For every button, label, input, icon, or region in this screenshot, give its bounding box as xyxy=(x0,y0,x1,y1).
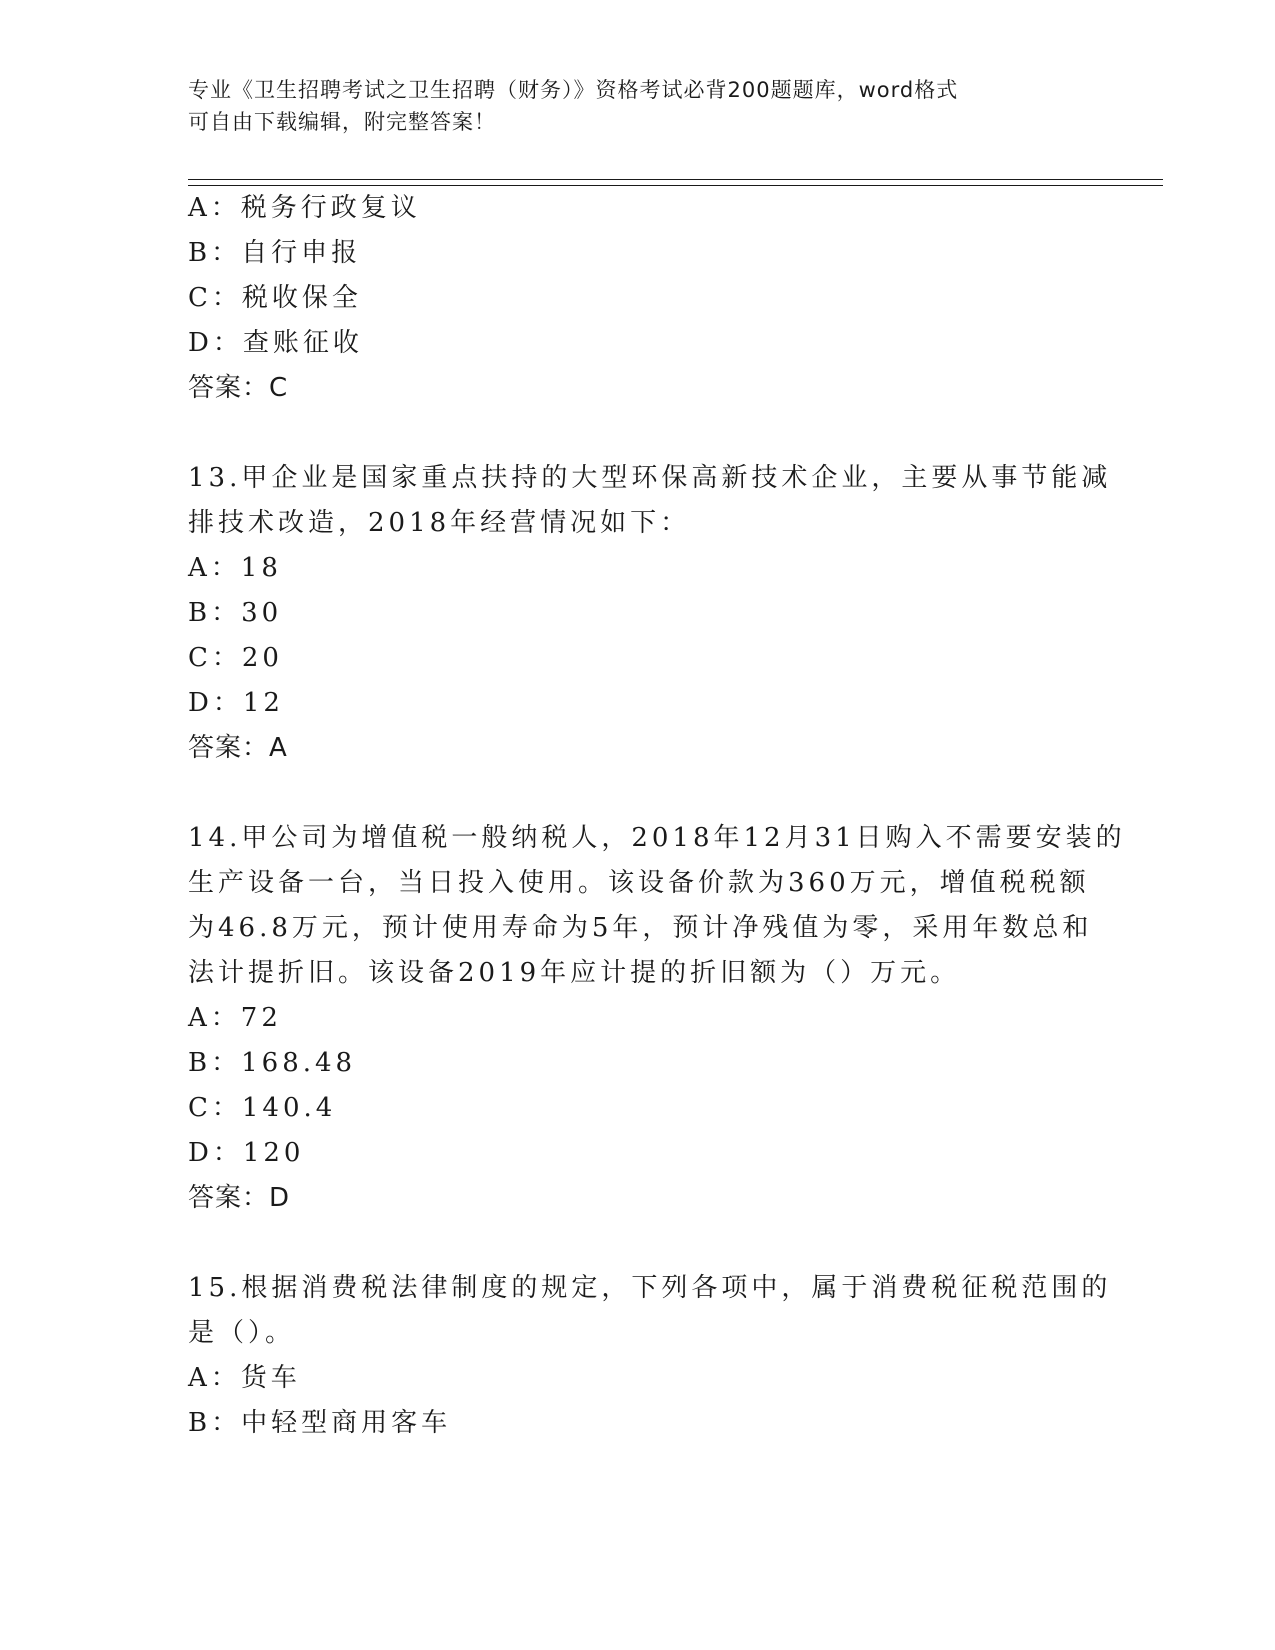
document-header xyxy=(188,74,1088,138)
q13-stem-line-1: 13.甲企业是国家重点扶持的大型环保高新技术企业，主要从事节能减 xyxy=(188,463,1112,493)
q14-option-b: B：168.48 xyxy=(188,1048,357,1078)
q14-stem-line-4: 法计提折旧。该设备2019年应计提的折旧额为（）万元。 xyxy=(188,958,961,988)
q13-option-a: A：18 xyxy=(188,553,282,583)
q15-stem-line-1: 15.根据消费税法律制度的规定，下列各项中，属于消费税征税范围的 xyxy=(188,1273,1112,1303)
q15-option-b: B：中轻型商用客车 xyxy=(188,1408,452,1438)
q13-option-d: D：12 xyxy=(188,688,284,718)
q13-option-b: B：30 xyxy=(188,598,283,628)
q12-option-b: B：自行申报 xyxy=(188,238,362,268)
q12-option-a: A：税务行政复议 xyxy=(188,193,421,223)
q14-option-d: D：120 xyxy=(188,1138,305,1168)
q15-stem-line-2: 是（）。 xyxy=(188,1318,296,1348)
q14-option-a: A：72 xyxy=(188,1003,282,1033)
q12-option-c: C：税收保全 xyxy=(188,283,362,313)
q14-stem-line-3: 为46.8万元，预计使用寿命为5年，预计净残值为零，采用年数总和 xyxy=(188,913,1093,943)
q12-option-d: D：查账征收 xyxy=(188,328,363,358)
header-line-1: 专业《卫生招聘考试之卫生招聘（财务）》资格考试必背200题题库，word格式 xyxy=(188,78,959,102)
q15-option-a: A：货车 xyxy=(188,1363,301,1393)
q14-stem-line-2: 生产设备一台，当日投入使用。该设备价款为360万元，增值税税额 xyxy=(188,868,1090,898)
q14-answer: 答案：D xyxy=(188,1183,291,1213)
header-line-2: 可自由下载编辑，附完整答案！ xyxy=(188,110,496,134)
q13-stem-line-2: 排技术改造，2018年经营情况如下： xyxy=(188,508,691,538)
q14-option-c: C：140.4 xyxy=(188,1093,337,1123)
q14-stem-line-1: 14.甲公司为增值税一般纳税人，2018年12月31日购入不需要安装的 xyxy=(188,823,1126,853)
q12-answer: 答案：C xyxy=(188,373,289,403)
header-divider-top xyxy=(188,179,1163,180)
q13-option-c: C：20 xyxy=(188,643,283,673)
header-divider-bottom xyxy=(188,185,1163,186)
q13-answer: 答案：A xyxy=(188,733,288,763)
